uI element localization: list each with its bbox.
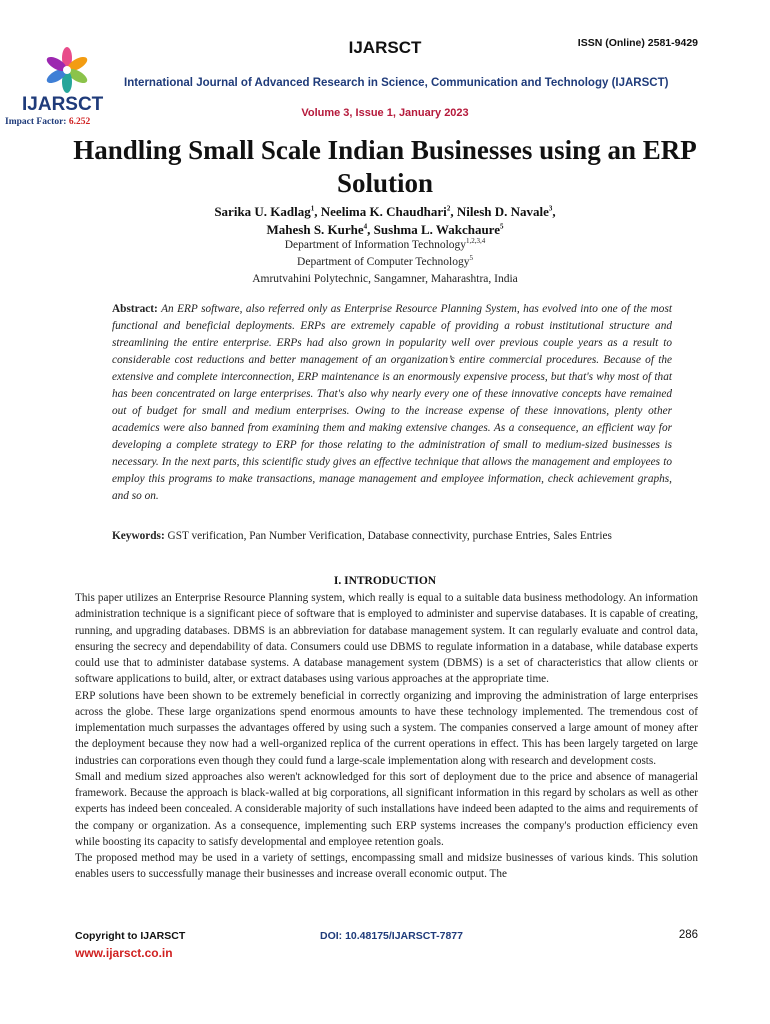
- body-paragraph: The proposed method may be used in a variety of settings, encompassing small and midsize businesses of various kinds. This solution enables users to successfully manage their businesses and increase overall economic output. The: [75, 852, 698, 881]
- affiliation-line: [0, 271, 770, 288]
- affiliation-text: Department of Computer Technology: [297, 256, 470, 268]
- author-list: [0, 203, 770, 239]
- footer-doi[interactable]: DOI: 10.48175/IJARSCT-7877: [320, 930, 463, 942]
- author-separator: ,: [450, 204, 457, 219]
- author-name: Mahesh S. Kurhe: [266, 222, 364, 237]
- author-line-1: [0, 203, 770, 221]
- author-separator: ,: [314, 204, 321, 219]
- impact-factor-value: 6.252: [68, 117, 91, 127]
- affiliation-text: Amrutvahini Polytechnic, Sangamner, Maharashtra, India: [252, 273, 518, 285]
- abstract-text: An ERP software, also referred only as Enterprise Resource Planning System, has evolved into one of the most functional and beneficial deployments. ERPs are extremely capable of providing a robust institutional structure and streamlining the entire enterprise. ERPs had also grown in popularity well over previous couple years as a result to considerable cost reductions and better management of an organization’s entire commercial procedures. Because of the extensive and complete interconnection, ERP maintenance is an enormously expensive process, but that's why most of that has been concentrated on large enterprises. That's also why nearly every one of these innovative concepts have remained out of budget for small and medium enterprises. Owing to the increase expense of these innovations, plenty other academics were also banned from examining them and making extensive changes. As a consequence, an efficient way for developing a complete strategy to ERP for those relating to the administration of small to medium-sized businesses is necessary. In the next parts, this scientific study gives an effective technique that allows the management and employees to employ this programs to make transactions, manage management and employee information, check achievement graphs, and so on.: [112, 303, 672, 502]
- author-name: Sushma L. Wakchaure: [373, 222, 500, 237]
- author-sup: 5: [499, 222, 504, 231]
- keywords-text: GST verification, Pan Number Verification, Database connectivity, purchase Entries, Sales Entries: [167, 530, 612, 542]
- affiliation-sup: 5: [469, 254, 473, 263]
- abstract-label: Abstract:: [112, 303, 158, 315]
- issn-label: ISSN (Online) 2581-9429: [577, 37, 698, 49]
- page-number: 286: [678, 929, 698, 941]
- affiliations: [0, 237, 770, 288]
- author-sup: 4: [363, 222, 368, 231]
- affiliation-line: [0, 237, 770, 254]
- author-sup: 2: [446, 204, 451, 213]
- affiliation-sup: 1,2,3,4: [466, 237, 486, 246]
- affiliation-text: Department of Information Technology: [284, 239, 467, 251]
- paper-title: Handling Small Scale Indian Businesses using an ERP Solution: [73, 135, 697, 198]
- body-paragraph: Small and medium sized approaches also weren't acknowledged for this sort of deployment due to the price and absence of managerial framework. Because the approach is black-walled at big corporations, all significant information in this regard by scholars as well as other experts has indeed been concealed. A considerable majority of such installations have indeed been adapted to the aims and requirements of the company or organization. As a consequence, implementing such ERP systems increases the company's production efficiency even while boosting its capacity to satisfy developmental and employee retention goals.: [75, 770, 698, 848]
- affiliation-line: [0, 254, 770, 271]
- author-name: Nilesh D. Navale: [456, 204, 549, 219]
- author-sup: 3: [548, 204, 553, 213]
- impact-factor: [5, 117, 90, 127]
- author-name: Neelima K. Chaudhari: [320, 204, 447, 219]
- section-heading: I. INTRODUCTION: [333, 575, 437, 587]
- body-paragraph: ERP solutions have been shown to be extremely beneficial in correctly organizing and improving the administration of large enterprises across the globe. These large organizations spend enormous amounts to have these technology implemented. The tremendous cost of implementation much surpasses the advantages offered by using such a system. The companies conserved a large amount of money after the deployment because they now had a well-organized replica of the current operations in effect. This has been largely targeted on large industries can corporations even though they could fund a large-scale implementation along with research and development costs.: [75, 689, 698, 767]
- footer-copyright: Copyright to IJARSCT: [75, 930, 186, 942]
- journal-full-name: International Journal of Advanced Research in Science, Communication and Technology (IJARSCT): [124, 77, 669, 89]
- impact-factor-label: Impact Factor:: [5, 117, 69, 127]
- author-separator: ,: [552, 204, 556, 219]
- body-text: [75, 590, 698, 883]
- body-paragraph: This paper utilizes an Enterprise Resource Planning system, which really is equal to a suitable data business methodology. An information administration technique is a significant piece of software that is employed to administer and supervise databases. It is capable of creating, running, and upgrading databases. DBMS is an abbreviation for database management system. It can regularly evaluate and control data, ensuring the secrecy and dependability of data. Consumers could use DBMS to regulate information in a database, while database experts could use that to administer database systems. A database management system (DBMS) is a set of characteristics that allow clients or software applications to build, alter, or extract databases using various approaches at the appropriate time.: [75, 592, 698, 686]
- keywords-label: Keywords:: [112, 530, 165, 542]
- logo-text: IJARSCT: [22, 94, 104, 115]
- author-sup: 1: [310, 204, 315, 213]
- author-separator: ,: [367, 222, 374, 237]
- footer-website-link[interactable]: www.ijarsct.co.in: [75, 946, 173, 960]
- journal-short-name: IJARSCT: [348, 38, 422, 57]
- abstract: [112, 301, 672, 505]
- volume-issue: Volume 3, Issue 1, January 2023: [301, 107, 469, 119]
- keywords: [112, 528, 672, 545]
- author-name: Sarika U. Kadlag: [214, 204, 311, 219]
